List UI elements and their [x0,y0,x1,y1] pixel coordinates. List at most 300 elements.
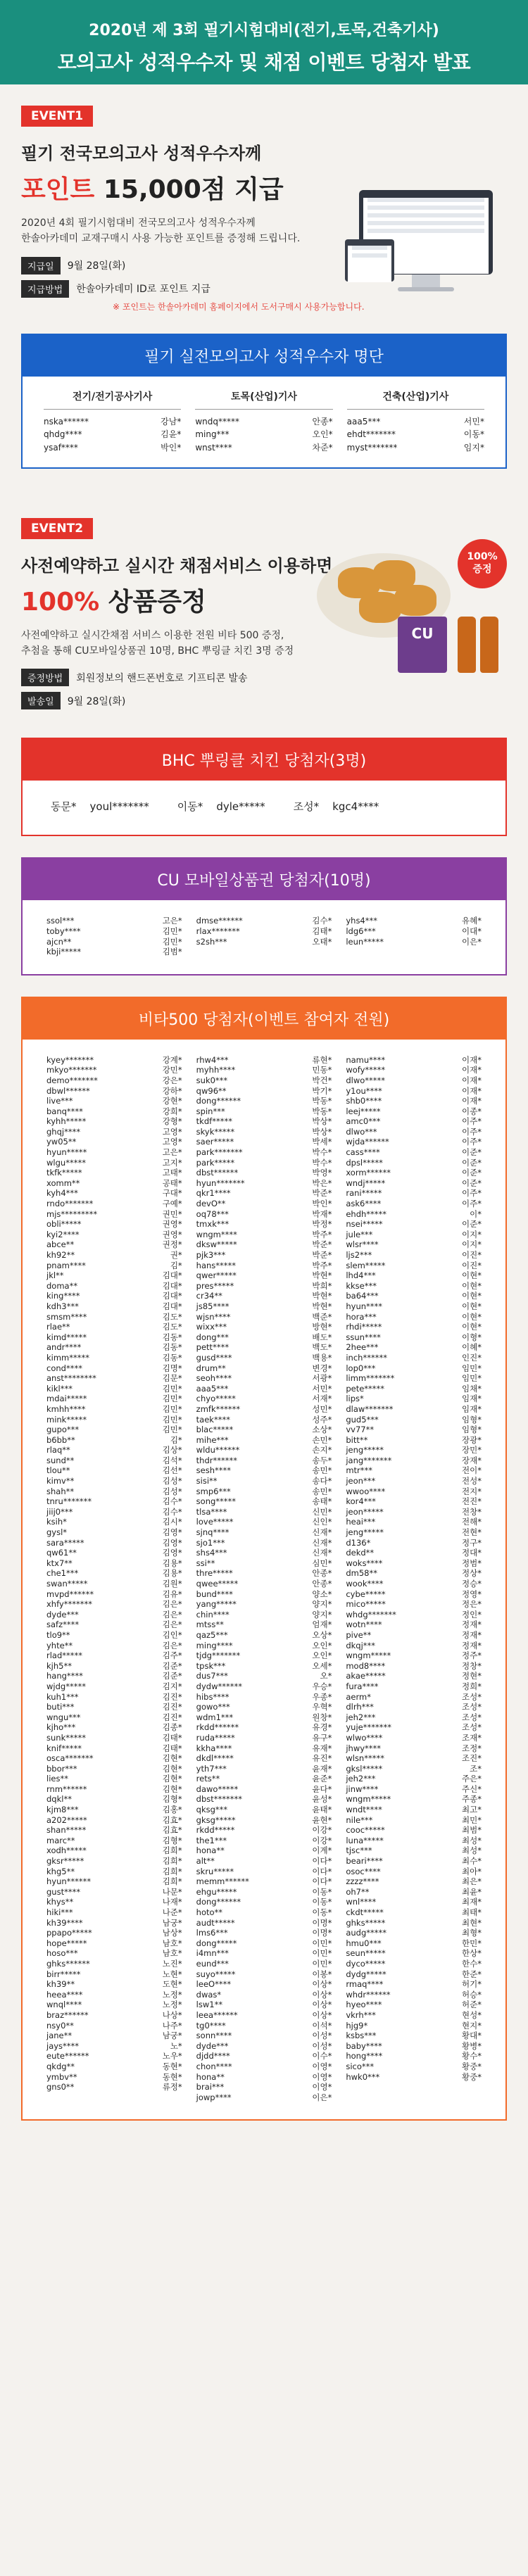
winner-id: tpsk*** [196,1660,226,1671]
winner-name: 성민* [312,1403,332,1414]
winner-name: 이혜* [462,1342,482,1353]
winner-name: 신인* [312,1517,332,1527]
list-item [46,1702,182,1712]
winner-id: cass**** [346,1147,380,1158]
event2-date-value: 9월 28일(화) [67,695,126,707]
winner-name: 유구* [312,1732,332,1743]
list-item [46,1692,182,1703]
winner-name: 고은* [162,1147,182,1158]
winner-id: rkdd****** [196,1722,239,1733]
winner-name: 안종* [312,416,333,427]
winner-name: 현지* [462,2020,482,2031]
list-item [346,1476,482,1486]
winner-id: rlaq** [46,1445,70,1456]
list-item [46,1722,182,1733]
winner-name: 한상* [462,1948,482,1959]
winner-name: 김민* [162,1403,182,1414]
event1-headline: 필기 전국모의고사 성적우수자께 [21,144,262,163]
list-item [346,1599,482,1610]
list-item [196,937,332,947]
winner-name: 이재* [462,1065,482,1075]
list-item [46,1322,182,1332]
list-item [196,1897,332,1907]
list-item [196,1106,332,1117]
winner-id: ktx7** [46,1558,73,1568]
list-item [346,1096,482,1106]
winner-name: 백준* [312,1311,332,1322]
winner-name: 이준* [462,1168,482,1178]
winner-name: 권민* [162,1208,182,1219]
list-item [46,1733,182,1743]
winner-id: gowo*** [196,1702,230,1712]
winner-id: audg***** [346,1928,387,1938]
winner-id: rhdi***** [346,1322,382,1332]
winner-id: pjk3*** [196,1250,226,1260]
winner-name: 박은* [312,1177,332,1188]
winner-name: 조성* [462,1712,482,1722]
winner-id: ldg6*** [346,926,376,936]
winner-name: 구예* [162,1199,182,1209]
winner-id: dqkl** [46,1794,72,1805]
winner-id: yang***** [196,1599,237,1610]
winner-name: 인진* [462,1352,482,1363]
winner-name: 정재* [462,1629,482,1640]
winner-id: ruda***** [196,1732,235,1743]
winner-id: gksr***** [46,1856,84,1867]
list-item [46,1342,182,1353]
list-item [346,1065,482,1075]
list-item [346,2051,482,2062]
list-item [46,1764,182,1774]
winner-id: dmse****** [196,916,243,926]
list-item [346,1230,482,1240]
winner-name: 나준* [162,1907,182,1917]
list-item [346,1641,482,1651]
list-item [346,1116,482,1127]
list-item [346,2072,482,2083]
winner-id: wofy***** [346,1065,386,1075]
event2-desc-line2: 추첨을 통해 CU모바일상품권 10명, BHC 뿌링클 치킨 3명 증정 [21,645,294,657]
list-item [46,1681,182,1692]
list-item [196,1445,332,1456]
winner-name: 윤성* [312,1794,332,1805]
winner-name: 우승* [312,1681,332,1691]
list-item [346,1527,482,1538]
list-item [196,2092,332,2103]
winner-name: 김영* [162,1537,182,1548]
list-item [46,1270,182,1281]
winner-id: kkse*** [346,1280,377,1291]
winner-name: 임민* [462,1373,482,1384]
list-item [196,1774,332,1784]
winner-name: 장재* [462,1455,482,1465]
winner-id: wotn**** [346,1620,382,1630]
winner-name: 최성* [462,1835,482,1845]
winner-id: whdg******* [346,1609,396,1620]
winner-name: 유진* [312,1753,332,1764]
winner-id: braz****** [46,2009,89,2020]
winner-id: pnam**** [46,1260,86,1270]
list-item [196,1281,332,1292]
list-item [196,1517,332,1527]
winner-name: 김태* [162,1743,182,1753]
winner-name: 심민* [312,1558,332,1568]
list-item [46,2072,182,2083]
winner-id: dm58** [346,1568,377,1579]
list-item [346,1692,482,1703]
top-scorers-box [21,334,507,469]
winner-name: 공태* [162,1177,182,1188]
winner-name: 동현* [162,2071,182,2082]
list-item [46,1948,182,1959]
list-item [196,1692,332,1703]
winner-id: qwee***** [196,1579,239,1589]
winner-id: wdm1*** [196,1712,234,1722]
winner-name: 김현* [162,1774,182,1784]
list-item [346,1579,482,1589]
winner-id: kjh5** [46,1660,72,1671]
winner-id: seun***** [346,1948,386,1959]
winner-name: 양지* [312,1599,332,1610]
winner-name: 이석* [312,2020,332,2031]
winner-id: mod8**** [346,1660,386,1671]
winner-id: live*** [46,1096,73,1106]
winner-name: 김희* [162,1876,182,1887]
event2-method-label: 증정방법 [21,669,69,686]
winner-name: 전진* [462,1496,482,1507]
list-item [346,1990,482,2000]
list-item [46,1281,182,1292]
list-item [346,1610,482,1620]
list-item [196,1969,332,1980]
event2-big-rest: 상품증정 [99,587,206,617]
page-header [0,0,528,84]
winner-name: 김도* [162,1322,182,1332]
winner-name: 이다* [312,1876,332,1887]
list-item [196,1568,332,1579]
winner-name: 박준* [312,1239,332,1250]
winner-id: ming*** [195,429,230,440]
vita-bottle-icon [458,617,476,673]
list-item [196,2072,332,2083]
winner-name: 김용* [162,1568,182,1579]
list-item [196,1702,332,1712]
winner-id: tlsa**** [196,1506,227,1517]
winner-id: oq78*** [196,1208,229,1219]
winner-id: tjdg******* [196,1650,241,1661]
winner-name: 나주* [162,2020,182,2031]
winner-name: 김형* [162,1794,182,1805]
winner-name: 고영* [162,1137,182,1147]
list-item [346,1650,482,1661]
list-item [46,1301,182,1312]
winner-name: 노우* [162,2051,182,2062]
winner-id: wnql**** [46,2000,82,2010]
list-item [196,1538,332,1548]
winner-name: 김현* [162,1753,182,1764]
list-item [346,1517,482,1527]
list-item [46,1188,182,1199]
list-item [196,1558,332,1569]
winner-name: 나문* [162,1886,182,1897]
winner-id: swan***** [46,1579,88,1589]
list-item [196,1476,332,1486]
winner-id: anst******** [46,1373,96,1384]
winner-name: 한준* [462,1969,482,1979]
winner-id: jeh2*** [346,1712,376,1722]
list-item [46,1456,182,1466]
winner-name: 오상* [312,1629,332,1640]
list-item [196,1959,332,1969]
list-item [196,1394,332,1404]
winner-id: ajcn** [46,936,72,947]
winner-id: memm****** [196,1876,249,1887]
winner-id: slem***** [346,1260,386,1270]
winner-name: 권정* [162,1239,182,1250]
winner-id: wlgu***** [46,1157,86,1168]
winner-id: xodh***** [46,1845,87,1856]
winner-id: jane** [46,2031,73,2041]
winner-name: 김효* [162,1825,182,1836]
winner-name: 이진* [462,1260,482,1270]
winner-name: 김동* [162,1352,182,1363]
winner-id: dlwo***** [346,1075,386,1085]
list-item [44,415,181,429]
winner-name: 백도* [312,1342,332,1353]
list-item [46,1332,182,1343]
list-item [346,1630,482,1641]
winner-name: 이* [470,1208,482,1219]
winner-id: rani***** [346,1188,382,1199]
winner-id: ssol*** [46,916,75,926]
winner-name: 김대* [162,1280,182,1291]
winner-name: 최범* [462,1825,482,1836]
list-item [346,1733,482,1743]
winner-id: wjdg***** [46,1681,86,1691]
winner-id: woks**** [346,1558,383,1568]
winner-name: 엄재* [312,1620,332,1630]
winner-id: kkha**** [196,1743,232,1753]
list-item [46,1568,182,1579]
list-item [196,1116,332,1127]
list-item [346,1158,482,1168]
winner-name: 정인* [462,1609,482,1620]
event1-method-value: 한솔아카데미 ID로 포인트 지급 [76,284,210,296]
list-item [346,1353,482,1363]
winner-name: 임형* [462,1425,482,1435]
list-item [196,1332,332,1343]
list-item [196,1158,332,1168]
event1-date-label: 지급일 [21,257,61,274]
winner-name: 이동* [463,429,484,440]
winner-id: kh92** [46,1250,75,1260]
list-item [346,2031,482,2041]
winner-id: s2sh*** [196,936,227,947]
winner-name: 조진* [462,1753,482,1764]
list-item [346,1332,482,1343]
list-item [44,441,181,455]
winner-name: 김선* [162,1465,182,1476]
winner-name: 김범* [162,947,182,957]
winner-name: 강형* [162,1116,182,1127]
list-item [196,1147,332,1158]
list-item [196,1363,332,1374]
winner-id: ehgu***** [196,1886,237,1897]
list-item [46,1918,182,1928]
winner-id: shs4*** [196,1548,227,1558]
winner-name: 허기* [462,1979,482,1990]
list-item [346,1075,482,1086]
list-item [196,1188,332,1199]
winner-id: dyde*** [196,2040,229,2051]
winner-id: djdd**** [196,2051,230,2062]
winner-id: nska****** [44,416,89,427]
list-item [196,1620,332,1630]
winner-id: qw96** [196,1085,227,1096]
winner-name: 김* [170,1434,182,1445]
winner-name: 박주* [312,1260,332,1270]
winner-name: 임채* [462,1383,482,1394]
winner-id: doma** [46,1280,78,1291]
list-item [347,428,484,441]
winner-name: 강계* [162,1054,182,1065]
winner-id: xorm****** [346,1168,391,1178]
winner-id: dyde*** [46,1609,79,1620]
list-item [346,1209,482,1220]
winner-name: 이지* [462,1239,482,1250]
cu-title: CU 모바일상품권 당첨자(10명) [23,859,505,900]
list-item [196,1168,332,1178]
winner-id: mink***** [46,1414,87,1425]
list-item [196,1425,332,1435]
winner-name: 김수* [312,916,332,926]
list-item [46,1712,182,1723]
winner-id: jkl** [46,1270,64,1281]
winner-id: kor4*** [346,1496,376,1507]
winner-column [39,1055,189,2103]
winner-name: 신민* [312,1506,332,1517]
winner-name: 김은* [162,1620,182,1630]
list-item [346,2010,482,2021]
list-item [46,1876,182,1887]
list-item [346,1681,482,1692]
list-item [346,1918,482,1928]
list-item [46,1784,182,1795]
winner-name: 허준* [462,2000,482,2010]
list-item [46,1199,182,1209]
list-item [346,1342,482,1353]
winner-name: 김인* [162,1629,182,1640]
winner-name: 남호* [162,1948,182,1959]
list-item [346,1373,482,1384]
winner-id: gupo*** [46,1425,80,1435]
winner-name: 전지* [462,1486,482,1496]
winner-id: kikl*** [46,1383,73,1394]
list-item [46,1065,182,1075]
winner-name: 정재* [462,1640,482,1650]
list-item [46,1158,182,1168]
winner-name: 이재* [462,1054,482,1065]
winner-name: 오* [320,1671,332,1681]
winner-name: 오인* [312,429,333,440]
winner-id: ehdt******* [346,429,396,440]
winner-name: 김태* [312,926,332,936]
list-item [196,1722,332,1733]
winner-name: 노현* [162,1969,182,1979]
list-item [196,1794,332,1805]
list-item [346,1507,482,1517]
list-item [196,1733,332,1743]
winner-name: 김진* [162,1691,182,1702]
winner-name: 이주* [462,1137,482,1147]
winner-id: shah** [46,1486,75,1496]
winner-id: dong***** [196,1938,237,1948]
winner-name: 이주* [462,1188,482,1199]
list-item [346,926,482,937]
list-item [346,1907,482,1918]
list-item [346,1106,482,1117]
winner-name: 김영* [162,1527,182,1538]
winner-id: hona** [196,2071,225,2082]
winner-id: beari**** [346,1856,383,1867]
winner-name: 황중* [462,2061,482,2071]
list-item [46,1979,182,1990]
list-item [46,1661,182,1672]
winner-id: lms6*** [196,1928,228,1938]
event1-tag: EVENT1 [21,106,93,127]
winner-name: 남상* [162,1928,182,1938]
list-item [346,1774,482,1784]
winner-name: 이동* [312,1886,332,1897]
winner-id: hmu0*** [346,1938,382,1948]
winner-name: 도현* [162,1979,182,1990]
list-item [46,1312,182,1322]
list-item [46,1486,182,1497]
winner-id: ehdh***** [346,1208,387,1219]
winner-name: 박현* [312,1270,332,1281]
column-heading: 전기/전기공사기사 [44,389,181,410]
winner-id: vkrh*** [346,2009,376,2020]
list-item [346,1239,482,1250]
list-item [46,1219,182,1230]
winner-name: 이재* [462,1096,482,1106]
winner-id: chin**** [196,1609,230,1620]
list-item [46,1373,182,1384]
winner-id: myst******* [346,442,398,453]
winner-name: 송다* [312,1476,332,1486]
winner-name: 조성* [462,1722,482,1733]
winner-name: 박동* [312,1096,332,1106]
winner-id: rhw4*** [196,1054,229,1065]
winner-name: 서재* [312,1394,332,1404]
list-item [196,2082,332,2092]
winner-name: 김민* [162,1394,182,1404]
winner-name: 김대* [162,1270,182,1281]
winner-id: demo******* [46,1075,98,1085]
winner-name: 김도* [162,1311,182,1322]
winner-id: kbji***** [46,947,82,957]
winner-name: 김희* [162,1866,182,1876]
winner-id: knif***** [46,1743,82,1753]
winner-id: eund*** [196,1958,229,1969]
list-item [46,1445,182,1456]
winner-name: 김* [170,1260,182,1270]
winner-id: dyco***** [346,1958,386,1969]
winner-id: gusd**** [196,1352,232,1363]
winner-id: dong*** [196,1332,229,1342]
list-item [196,1836,332,1846]
winner-id: mjs********* [46,1208,98,1219]
